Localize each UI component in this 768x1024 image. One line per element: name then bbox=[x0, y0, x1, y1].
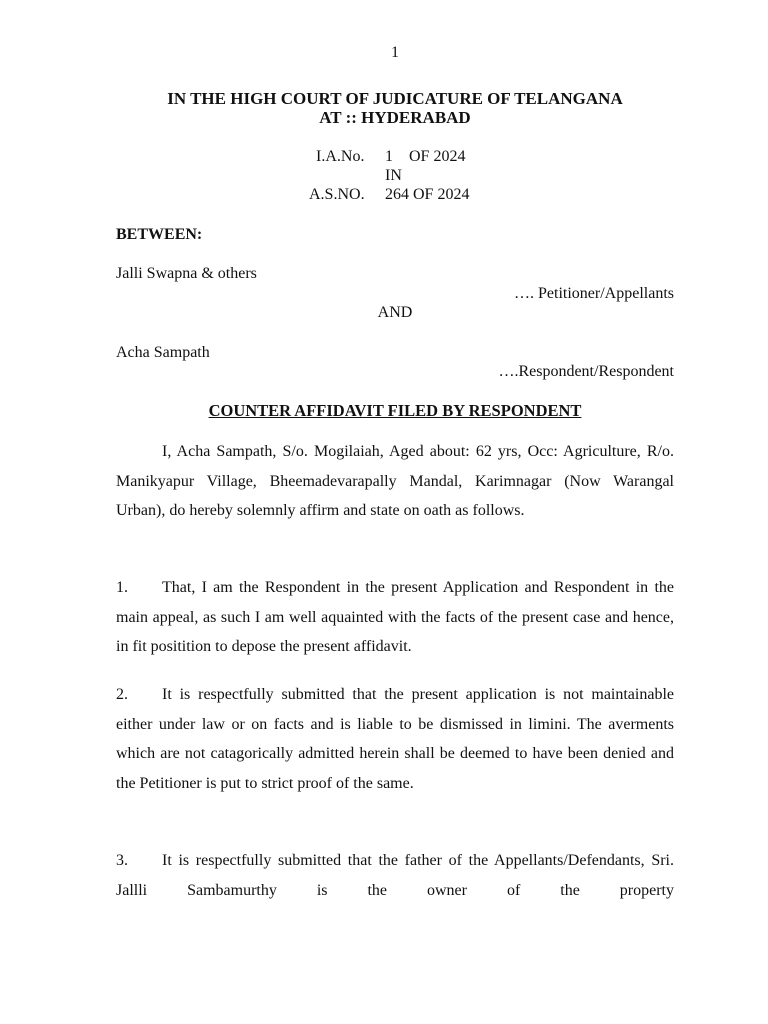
petitioner-role: …. Petitioner/Appellants bbox=[514, 285, 674, 302]
document-heading: COUNTER AFFIDAVIT FILED BY RESPONDENT bbox=[208, 401, 582, 420]
respondent-role: ….Respondent/Respondent bbox=[498, 363, 674, 380]
as-label: A.S.NO. bbox=[309, 186, 365, 203]
paragraph-3 bbox=[116, 846, 674, 905]
petitioner-name: Jalli Swapna & others bbox=[116, 265, 257, 282]
court-title-line-1: IN THE HIGH COURT OF JUDICATURE OF TELANGANA bbox=[167, 89, 623, 108]
paragraph-1 bbox=[116, 573, 674, 662]
paragraph-1-number: 1. bbox=[116, 579, 128, 596]
court-title-line-2: AT :: HYDERABAD bbox=[319, 108, 471, 127]
paragraph-2-text: It is respectfully submitted that the present application is not maintainable either under law or on facts and is liable to be dismissed in limini. The averments which are not catagorically admitted herein shall be deemed to have been denied and the Petitioner is put to strict proof of the same. bbox=[116, 686, 674, 792]
page-number: 1 bbox=[391, 44, 399, 61]
intro-paragraph: I, Acha Sampath, S/o. Mogilaiah, Aged about: 62 yrs, Occ: Agriculture, R/o. Manikyapur Village, Bheemadevarapally Mandal, Karimnagar (Now Warangal Urban), do hereby solemnly affirm and state on oath as follows. bbox=[116, 443, 674, 519]
between-label: BETWEEN: bbox=[116, 226, 203, 243]
ia-number: 1 bbox=[385, 148, 393, 165]
as-number: 264 OF 2024 bbox=[385, 186, 470, 203]
and-label: AND bbox=[377, 304, 413, 321]
paragraph-2 bbox=[116, 680, 674, 798]
ia-label: I.A.No. bbox=[316, 148, 365, 165]
paragraph-3-text: It is respectfully submitted that the father of the Appellants/Defendants, Sri. Jallli Sambamurthy is the owner of the property bbox=[116, 852, 674, 899]
paragraph-1-text: That, I am the Respondent in the present Application and Respondent in the main appeal, as such I am well aquainted with the facts of the present case and hence, in fit positition to depose the present affidavit. bbox=[116, 579, 674, 655]
in-label: IN bbox=[385, 167, 402, 184]
paragraph-3-number: 3. bbox=[116, 852, 128, 869]
respondent-name: Acha Sampath bbox=[116, 344, 210, 361]
ia-year: OF 2024 bbox=[409, 148, 466, 165]
paragraph-2-number: 2. bbox=[116, 686, 128, 703]
